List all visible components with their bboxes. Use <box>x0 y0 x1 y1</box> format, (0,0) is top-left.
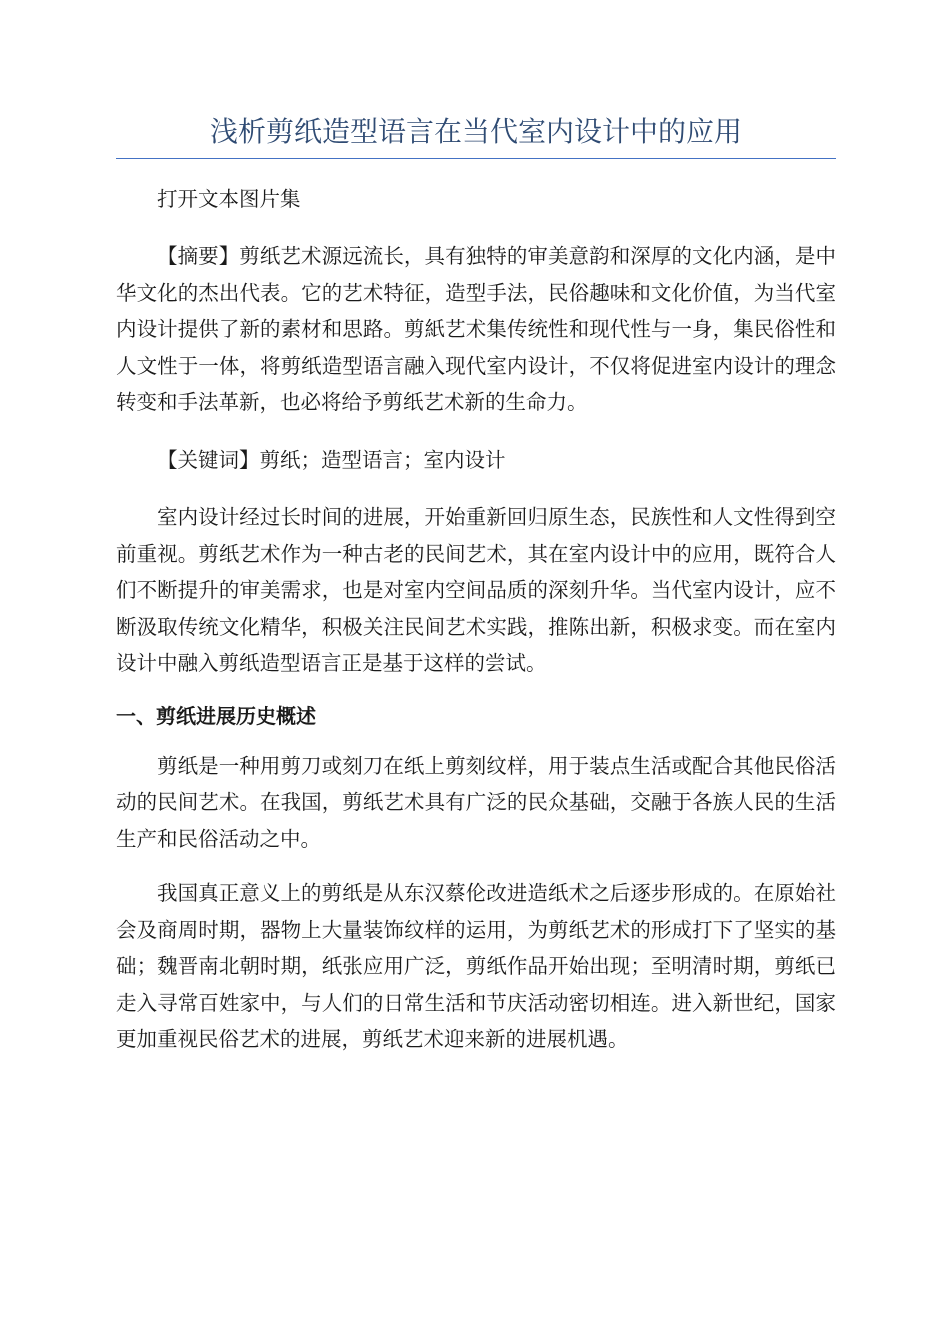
keywords-paragraph: 【关键词】剪纸；造型语言；室内设计 <box>157 447 506 472</box>
abstract-paragraph: 【摘要】剪纸艺术源远流长，具有独特的审美意韵和深厚的文化内涵，是中华文化的杰出代表。它的艺术特征，造型手法，民俗趣味和文化价值，为当代室内设计提供了新的素材和思路。剪紙艺术集传统性和现代性与一身，集民俗性和人文性于一体，将剪纸造型语言融入现代室内设计，不仅将促进室内设计的理念转变和手法革新，也必将给予剪纸艺术新的生命力。 <box>116 244 836 414</box>
section-heading: 一、剪纸进展历史概述 <box>116 703 316 728</box>
body-paragraph: 我国真正意义上的剪纸是从东汉蔡伦改进造纸术之后逐步形成的。在原始社会及商周时期，器物上大量装饰纹样的运用，为剪纸艺术的形成打下了坚实的基础；魏晋南北朝时期，纸张应用广泛，剪纸作品开始出现；至明清时期，剪纸已走入寻常百姓家中，与人们的日常生活和节庆活动密切相连。进入新世纪，国家更加重视民俗艺术的进展，剪纸艺术迎来新的进展机遇。 <box>116 881 836 1051</box>
body-paragraph: 剪纸是一种用剪刀或刻刀在纸上剪刻纹样，用于装点生活或配合其他民俗活动的民间艺术。在我国，剪纸艺术具有广泛的民众基础，交融于各族人民的生活生产和民俗活动之中。 <box>116 753 836 851</box>
document-title: 浅析剪纸造型语言在当代室内设计中的应用 <box>116 112 836 159</box>
open-image-gallery-link[interactable]: 打开文本图片集 <box>157 187 301 211</box>
intro-paragraph: 室内设计经过长时间的进展，开始重新回归原生态，民族性和人文性得到空前重视。剪纸艺术作为一种古老的民间艺术，其在室内设计中的应用，既符合人们不断提升的审美需求，也是对室内空间品质的深刻升华。当代室内设计，应不断汲取传统文化精华，积极关注民间艺术实践，推陈出新，积极求变。而在室内设计中融入剪纸造型语言正是基于这样的尝试。 <box>116 505 836 675</box>
document-page <box>116 112 836 1058</box>
